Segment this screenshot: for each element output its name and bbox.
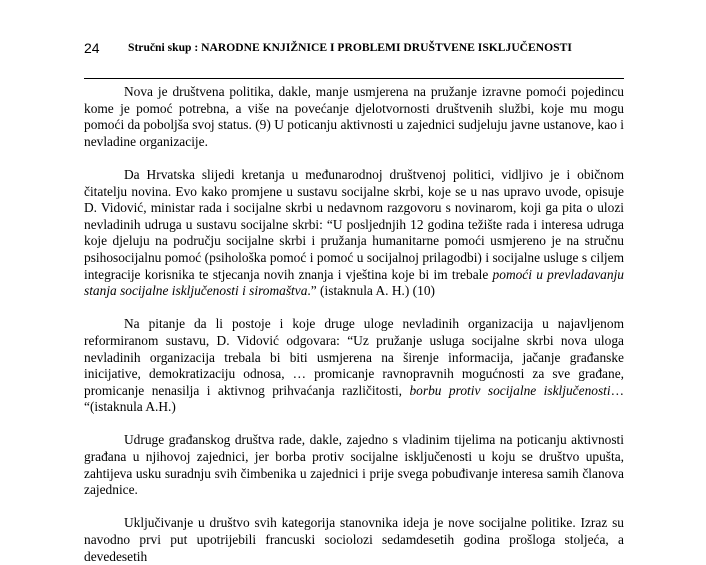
running-title: Stručni skup : NARODNE KNJIŽNICE I PROBLEMI DRUŠTVENE ISKLJUČENOSTI (128, 41, 572, 54)
paragraph-4: Udruge građanskog društva rade, dakle, zajedno s vladinim tijelima na poticanju aktivnosti građana u njihovoj zajednici, jer borba protiv socijalne isključenosti u koju se društvo upušta, zahtijeva usku suradnju svih čimbenika u zajednici i prije svega pobuđivanje interesa samih članova zajednice. (84, 432, 624, 498)
paragraph-2-citation: .” (istaknula A. H.) (10) (307, 283, 435, 299)
page-number: 24 (84, 40, 100, 56)
paragraph-3 (84, 316, 624, 416)
paragraph-2 (84, 167, 624, 300)
paragraph-5: Uključivanje u društvo svih kategorija stanovnika ideja je nove socijalne politike. Izraz su navodno prvi put upotrijebili francuski sociolozi sedamdesetih godina prošloga stoljeća, a devedesetih (84, 515, 624, 564)
paragraph-3-citation: … “(istaknula A.H.) (84, 382, 624, 415)
body-text (84, 84, 624, 565)
paragraph-3-emphasis: borbu protiv socijalne isključenosti (409, 382, 611, 398)
paragraph-2-emphasis: pomoći u prevladavanju stanja socijalne isključenosti i siromaštva (84, 266, 624, 299)
page-header (84, 40, 624, 60)
paragraph-3-text: Na pitanje da li postoje i koje druge uloge nevladinih organizacija u najavljenom reformiranom sustavu, D. Vidović odgovara: “Uz pružanje usluga socijalne skrbi nova uloga nevladinih organizacija trebala bi biti usmjerena na širenje informacija, jačanje građanske inicijative, demokratizaciju odnosa, … promicanje ravnopravnih mogućnosti za sve građane, promicanje nenasilja i aktivnog prihvaćanja različitosti, (84, 316, 624, 398)
header-rule (84, 78, 624, 79)
paragraph-1: Nova je društvena politika, dakle, manje usmjerena na pružanje izravne pomoći pojedincu kome je pomoć potrebna, a više na povećanje djelotvornosti društvenih službi, koje mu mogu pomoći da poboljša svoj status. (9) U poticanju aktivnosti u zajednici sudjeluju javne ustanove, kao i nevladine organizacije. (84, 84, 624, 149)
paragraph-2-text: Da Hrvatska slijedi kretanja u međunarodnoj društvenoj politici, vidljivo je i običnom čitatelju novina. Evo kako promjene u sustavu socijalne skrbi, koje se u nas upravo uvode, opisuje D. Vidović, ministar rada i socijalne skrbi u nedavnom razgovoru s novinarom, koji ga pita o ulozi nevladinih udruga u sustavu socijalne skrbi: “U posljednjih 12 godina težište rada i interesa udruga koje djeluju na području socijalne skrbi i pružanja humanitarne pomoći usmjereno je na stručnu psihosocijalnu pomoć (psihološka pomoć i pomoć u socijalnoj prilagodbi) i socijalne usluge s ciljem integracije korisnika te stjecanja novih znanja i vještina koje bi im trebale (84, 166, 624, 282)
